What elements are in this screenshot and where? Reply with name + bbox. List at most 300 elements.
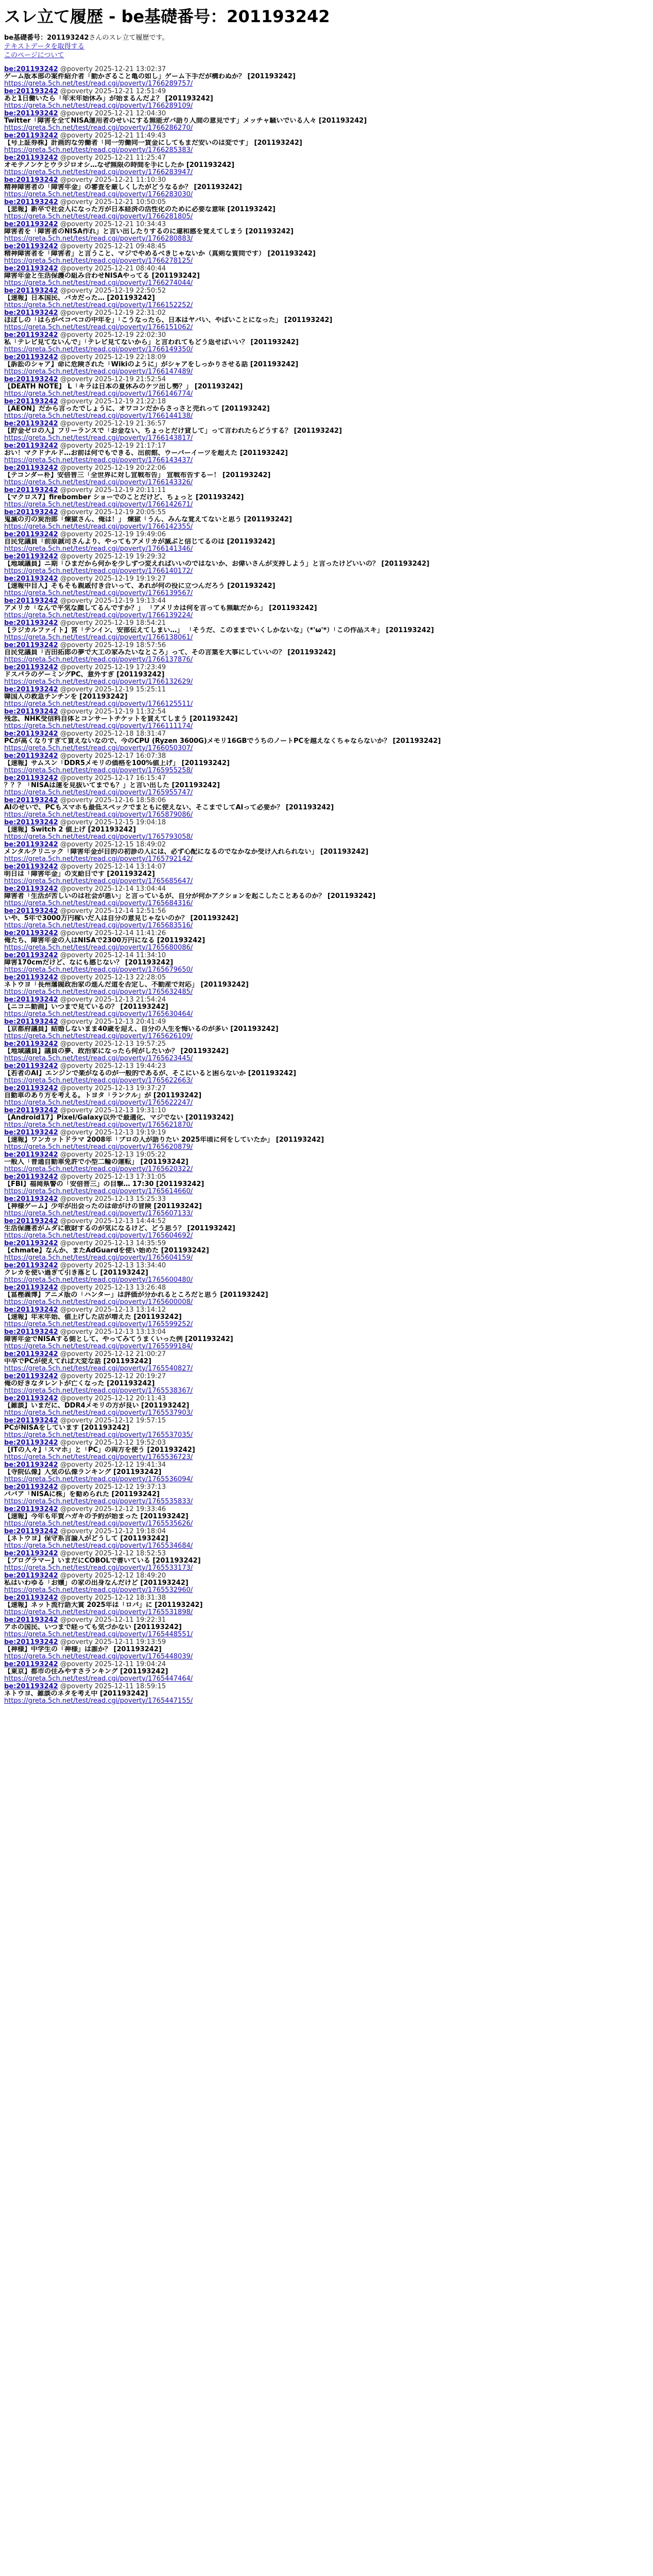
thread-url-link[interactable]: https://greta.5ch.net/test/read.cgi/poverty/1766141346/ [4, 545, 193, 553]
thread-url-link[interactable]: https://greta.5ch.net/test/read.cgi/poverty/1765537035/ [4, 1431, 193, 1439]
entry-meta: @poverty 2025-12-15 18:49:02 [60, 841, 166, 849]
thread-url-link[interactable]: https://greta.5ch.net/test/read.cgi/poverty/1765623445/ [4, 1054, 193, 1062]
entry-header [4, 1617, 649, 1624]
be-link[interactable]: be:201193242 [4, 1483, 58, 1491]
entry-header [4, 1639, 649, 1646]
thread-title: 【悲報】新卒で社会人になった方が日本経済の活性化のために必要な意味 [201193242] [4, 206, 276, 213]
thread-title: PCがNISAをしています [201193242] [4, 1424, 130, 1432]
thread-url-link[interactable]: https://greta.5ch.net/test/read.cgi/poverty/1765600480/ [4, 1276, 193, 1284]
thread-title: 【速報】Switch 2 値上げ [201193242] [4, 826, 136, 834]
entry-meta: @poverty 2025-12-13 19:19:19 [60, 1129, 166, 1137]
be-link[interactable]: be:201193242 [4, 1638, 58, 1646]
thread-entry [4, 1129, 649, 1151]
be-link[interactable]: be:201193242 [4, 952, 58, 959]
entry-header [4, 243, 649, 250]
thread-url-link[interactable]: https://greta.5ch.net/test/read.cgi/poverty/1766139224/ [4, 611, 193, 619]
thread-url-link[interactable]: https://greta.5ch.net/test/read.cgi/poverty/1765685647/ [4, 877, 193, 885]
thread-url-link[interactable]: https://greta.5ch.net/test/read.cgi/poverty/1766278125/ [4, 257, 193, 265]
be-link[interactable]: be:201193242 [4, 597, 58, 605]
be-link[interactable]: be:201193242 [4, 553, 58, 561]
thread-entry [4, 1041, 649, 1063]
thread-title: 【地域議員】議員の夢、政治家になったら何がしたいか？ [201193242] [4, 1047, 229, 1055]
entry-header [4, 1683, 649, 1690]
entry-header [4, 1373, 649, 1380]
thread-title: 残念、NHK受信料自体とコンサートチケットを買えてしまう [201193242] [4, 715, 238, 723]
thread-url-link[interactable]: https://greta.5ch.net/test/read.cgi/poverty/1766286270/ [4, 124, 193, 132]
entry-header [4, 1240, 649, 1247]
thread-title: 障害者を「障害者のNISA作れ」と言い出したりするのに違和感を覚えてしまう [201193242] [4, 228, 294, 235]
be-link[interactable]: be:201193242 [4, 176, 58, 184]
be-link[interactable]: be:201193242 [4, 1439, 58, 1447]
be-link[interactable]: be:201193242 [4, 132, 58, 140]
thread-url-link[interactable]: https://greta.5ch.net/test/read.cgi/poverty/1765614660/ [4, 1187, 193, 1195]
entry-meta: @poverty 2025-12-19 19:49:06 [60, 531, 166, 538]
entry-meta: @poverty 2025-12-13 13:13:04 [60, 1328, 166, 1336]
be-link[interactable]: be:201193242 [4, 929, 58, 937]
entry-header [4, 1484, 649, 1491]
thread-title: 【プログラマー】いまだにCOBOLで書いている [201193242] [4, 1557, 201, 1565]
be-link[interactable]: be:201193242 [4, 1350, 58, 1358]
be-link[interactable]: be:201193242 [4, 243, 58, 250]
be-link[interactable]: be:201193242 [4, 1505, 58, 1513]
thread-url-link[interactable]: https://greta.5ch.net/test/read.cgi/poverty/1766050307/ [4, 744, 193, 752]
be-link[interactable]: be:201193242 [4, 996, 58, 1004]
entry-header [4, 88, 649, 95]
thread-url-link[interactable]: https://greta.5ch.net/test/read.cgi/poverty/1765630464/ [4, 1010, 193, 1018]
thread-entry [4, 819, 649, 841]
thread-title: ババア「NISAに株」を勧められた [201193242] [4, 1490, 160, 1498]
entry-meta: @poverty 2025-12-19 22:02:30 [60, 331, 166, 339]
be-link[interactable]: be:201193242 [4, 420, 58, 428]
thread-url-link[interactable]: https://greta.5ch.net/test/read.cgi/poverty/1765792142/ [4, 855, 193, 863]
thread-url-link[interactable]: https://greta.5ch.net/test/read.cgi/poverty/1766281805/ [4, 212, 193, 221]
thread-url-link[interactable]: https://greta.5ch.net/test/read.cgi/poverty/1766283947/ [4, 168, 193, 176]
be-link[interactable]: be:201193242 [4, 1683, 58, 1690]
thread-title: 鬼滅の刃の炭治郎「煉獄さん、俺は！」 煉獄「うん、みんな覚えてないと思う [201193242] [4, 516, 292, 523]
thread-entry [4, 1595, 649, 1617]
be-link[interactable]: be:201193242 [4, 65, 58, 73]
entry-meta: @poverty 2025-12-19 20:05:55 [60, 509, 166, 516]
thread-title: 【訴訟のシャア】命に危険された「Wikiのように」がシャアをしっかりさせる話 [201193242] [4, 361, 299, 368]
entry-header [4, 1506, 649, 1513]
thread-entry [4, 708, 649, 731]
thread-entry [4, 376, 649, 398]
be-link[interactable]: be:201193242 [4, 752, 58, 760]
be-link[interactable]: be:201193242 [4, 907, 58, 915]
thread-entry [4, 1639, 649, 1661]
thread-title: 【DEATH NOTE】 L「キラは日本の夏休みのケツ出し勢？」 [201193242] [4, 383, 243, 391]
be-link[interactable]: be:201193242 [4, 1417, 58, 1425]
entry-header [4, 1041, 649, 1048]
entry-meta: @poverty 2025-12-13 14:35:59 [60, 1240, 166, 1247]
thread-url-link[interactable]: https://greta.5ch.net/test/read.cgi/poverty/1765680086/ [4, 943, 193, 952]
entry-meta: @poverty 2025-12-21 11:10:30 [60, 176, 166, 184]
be-link[interactable]: be:201193242 [4, 819, 58, 826]
be-link[interactable]: be:201193242 [4, 796, 58, 804]
thread-title: 【東京】都市の住みやすさランキング [201193242] [4, 1668, 168, 1675]
be-link[interactable]: be:201193242 [4, 619, 58, 627]
thread-url-link[interactable]: https://greta.5ch.net/test/read.cgi/poverty/1766143437/ [4, 456, 193, 464]
thread-entry [4, 620, 649, 642]
be-link[interactable]: be:201193242 [4, 1461, 58, 1469]
intro-line [4, 33, 649, 42]
entry-meta: @poverty 2025-12-11 19:13:59 [60, 1638, 166, 1646]
thread-title: 俺の好きなタレントが亡くなった [201193242] [4, 1380, 155, 1387]
thread-url-link[interactable]: https://greta.5ch.net/test/read.cgi/poverty/1766144138/ [4, 412, 193, 420]
thread-url-link[interactable]: https://greta.5ch.net/test/read.cgi/poverty/1765537903/ [4, 1409, 193, 1417]
be-link[interactable]: be:201193242 [4, 287, 58, 295]
thread-url-link[interactable]: https://greta.5ch.net/test/read.cgi/poverty/1765604692/ [4, 1231, 193, 1240]
thread-url-link[interactable]: https://greta.5ch.net/test/read.cgi/poverty/1766140172/ [4, 567, 193, 575]
be-link[interactable]: be:201193242 [4, 774, 58, 782]
entry-meta: @poverty 2025-12-21 08:40:44 [60, 265, 166, 273]
thread-title: 【京都府議員】結婚しないまま40歳を迎え、自分の人生を悔いるのが多い [201193242] [4, 1025, 279, 1033]
thread-title: Twitter「障害を全てNISA運用者のせいにする無能ガバ語り人間の意見です」メッチャ騒いでいる人々 [201193242] [4, 117, 367, 125]
entry-header [4, 1329, 649, 1336]
thread-title: ドスパラのゲーミングPC、意外すぎ [201193242] [4, 671, 165, 679]
thread-entry [4, 531, 649, 553]
thread-title: 【マクロス7】firebomber ショーでのことだけど、ちょっと [201193242] [4, 494, 244, 501]
thread-url-link[interactable]: https://greta.5ch.net/test/read.cgi/poverty/1765535833/ [4, 1497, 193, 1505]
thread-entry [4, 952, 649, 974]
entry-header [4, 177, 649, 184]
entry-meta: @poverty 2025-12-19 18:54:21 [60, 619, 166, 627]
entry-header [4, 775, 649, 782]
entry-meta: @poverty 2025-12-13 15:25:33 [60, 1195, 166, 1203]
thread-entry [4, 1085, 649, 1107]
be-link[interactable]: be:201193242 [4, 863, 58, 871]
entry-meta: @poverty 2025-12-17 16:07:38 [60, 752, 166, 760]
be-link[interactable]: be:201193242 [4, 1328, 58, 1336]
thread-entry [4, 863, 649, 886]
thread-entry [4, 1284, 649, 1307]
entry-meta: @poverty 2025-12-21 12:04:30 [60, 110, 166, 117]
thread-url-link[interactable]: https://greta.5ch.net/test/read.cgi/poverty/1765447464/ [4, 1674, 193, 1683]
thread-url-link[interactable]: https://greta.5ch.net/test/read.cgi/poverty/1765540827/ [4, 1364, 193, 1372]
thread-url-link[interactable]: https://greta.5ch.net/test/read.cgi/poverty/1765532960/ [4, 1586, 193, 1594]
thread-title: 障害者「生活が苦しいのは社会が悪い」と言っているが、自分が何かアクションを起こしたことあるのか？ [201193242] [4, 892, 376, 900]
thread-title: 【FBI】福岡県警の「安倍晋三」の目撃… 17:30 [201193242] [4, 1180, 204, 1188]
be-link[interactable]: be:201193242 [4, 575, 58, 583]
thread-title: 【寺院仏像】人気の仏像ランキング [201193242] [4, 1468, 162, 1476]
entry-meta: @poverty 2025-12-14 11:41:26 [60, 929, 166, 937]
thread-url-link[interactable]: https://greta.5ch.net/test/read.cgi/poverty/1765879086/ [4, 810, 193, 819]
thread-url-link[interactable]: https://greta.5ch.net/test/read.cgi/poverty/1766146774/ [4, 389, 193, 398]
be-link[interactable]: be:201193242 [4, 1528, 58, 1535]
be-link[interactable]: be:201193242 [4, 1151, 58, 1159]
thread-url-link[interactable]: https://greta.5ch.net/test/read.cgi/poverty/1766142671/ [4, 500, 193, 509]
thread-title: 自民党議員「前原誠司さんより、やってもアメリカが滅ぶと信じてるのは [201193242] [4, 538, 275, 546]
thread-url-link[interactable]: https://greta.5ch.net/test/read.cgi/poverty/1765620879/ [4, 1143, 193, 1151]
text-data-link[interactable]: テキストデータを取得する [4, 42, 84, 50]
entry-header [4, 686, 649, 693]
thread-url-link[interactable]: https://greta.5ch.net/test/read.cgi/poverty/1765599252/ [4, 1320, 193, 1328]
entry-meta: @poverty 2025-12-12 19:57:15 [60, 1417, 166, 1425]
be-link[interactable]: be:201193242 [4, 1550, 58, 1557]
be-link[interactable]: be:201193242 [4, 1240, 58, 1247]
be-link[interactable]: be:201193242 [4, 841, 58, 849]
be-link[interactable]: be:201193242 [4, 1084, 58, 1092]
entry-meta: @poverty 2025-12-12 19:52:03 [60, 1439, 166, 1447]
thread-entry [4, 1683, 649, 1705]
entry-meta: @poverty 2025-12-13 19:44:23 [60, 1062, 166, 1070]
thread-entry [4, 841, 649, 863]
be-link[interactable]: be:201193242 [4, 1129, 58, 1137]
entry-meta: @poverty 2025-12-13 19:57:25 [60, 1040, 166, 1048]
thread-url-link[interactable]: https://greta.5ch.net/test/read.cgi/poverty/1765604159/ [4, 1253, 193, 1262]
thread-url-link[interactable]: https://greta.5ch.net/test/read.cgi/poverty/1766151062/ [4, 323, 193, 331]
thread-url-link[interactable]: https://greta.5ch.net/test/read.cgi/poverty/1765793058/ [4, 833, 193, 841]
thread-entry [4, 1528, 649, 1550]
entry-header [4, 819, 649, 826]
intro-be-number: be基礎番号：201193242 [4, 33, 89, 42]
entry-header [4, 1661, 649, 1668]
thread-url-link[interactable]: https://greta.5ch.net/test/read.cgi/poverty/1765955747/ [4, 788, 193, 796]
entry-meta: @poverty 2025-12-14 11:34:10 [60, 952, 166, 959]
be-link[interactable]: be:201193242 [4, 974, 58, 981]
be-link[interactable]: be:201193242 [4, 1395, 58, 1402]
thread-url-link[interactable]: https://greta.5ch.net/test/read.cgi/poverty/1766289757/ [4, 79, 193, 88]
thread-entry [4, 398, 649, 420]
be-link[interactable]: be:201193242 [4, 88, 58, 95]
thread-entry [4, 243, 649, 265]
be-link[interactable]: be:201193242 [4, 353, 58, 361]
thread-url-link[interactable]: https://greta.5ch.net/test/read.cgi/poverty/1765534684/ [4, 1541, 193, 1550]
thread-title: 一般人「普通自動車免許で小型二輪の運転」 [201193242] [4, 1158, 188, 1166]
thread-entry [4, 287, 649, 310]
entry-meta: @poverty 2025-12-18 18:31:47 [60, 730, 166, 738]
thread-title: 中卒でPCが使えてれば大変な話 [201193242] [4, 1358, 151, 1365]
thread-entry [4, 575, 649, 598]
be-link[interactable]: be:201193242 [4, 1616, 58, 1624]
be-link[interactable]: be:201193242 [4, 442, 58, 450]
be-link[interactable]: be:201193242 [4, 1372, 58, 1380]
thread-url-link[interactable]: https://greta.5ch.net/test/read.cgi/poverty/1765535626/ [4, 1519, 193, 1528]
entry-header [4, 1129, 649, 1137]
thread-entry [4, 996, 649, 1019]
be-link[interactable]: be:201193242 [4, 198, 58, 206]
thread-url-link[interactable]: https://greta.5ch.net/test/read.cgi/poverty/1765684316/ [4, 899, 193, 907]
be-link[interactable]: be:201193242 [4, 1062, 58, 1070]
thread-url-link[interactable]: https://greta.5ch.net/test/read.cgi/poverty/1765626109/ [4, 1032, 193, 1040]
thread-title: 【ネトウヨ】保守系言論人がどうして [201193242] [4, 1535, 168, 1543]
be-link[interactable]: be:201193242 [4, 730, 58, 738]
thread-title: 俺たち、障害年金の人はNISAで2300万円になる [201193242] [4, 937, 205, 944]
thread-url-link[interactable]: https://greta.5ch.net/test/read.cgi/poverty/1765600008/ [4, 1298, 193, 1306]
thread-title: 【貯金ゼロの人】フリーランスで「お金ない、ちょっとだけ貸して」って言われたらどうする？ [201193242] [4, 427, 342, 435]
entry-meta: @poverty 2025-12-14 12:51:56 [60, 907, 166, 915]
entry-header [4, 132, 649, 140]
thread-url-link[interactable]: https://greta.5ch.net/test/read.cgi/poverty/1765599184/ [4, 1342, 193, 1350]
be-link[interactable]: be:201193242 [4, 1306, 58, 1314]
be-link[interactable]: be:201193242 [4, 154, 58, 162]
entry-header [4, 598, 649, 605]
thread-url-link[interactable]: https://greta.5ch.net/test/read.cgi/poverty/1766138061/ [4, 633, 193, 641]
be-link[interactable]: be:201193242 [4, 1173, 58, 1181]
thread-url-link[interactable]: https://greta.5ch.net/test/read.cgi/poverty/1766143817/ [4, 434, 193, 442]
be-link[interactable]: be:201193242 [4, 221, 58, 228]
be-link[interactable]: be:201193242 [4, 641, 58, 649]
intro-text: さんのスレ立て履歴です。 [89, 33, 169, 42]
entry-header [4, 332, 649, 339]
thread-url-link[interactable]: https://greta.5ch.net/test/read.cgi/poverty/1766274044/ [4, 279, 193, 287]
thread-url-link[interactable]: https://greta.5ch.net/test/read.cgi/poverty/1765538367/ [4, 1386, 193, 1395]
thread-url-link[interactable]: https://greta.5ch.net/test/read.cgi/poverty/1766142355/ [4, 522, 193, 531]
thread-url-link[interactable]: https://greta.5ch.net/test/read.cgi/poverty/1766125511/ [4, 700, 193, 708]
entry-meta: @poverty 2025-12-12 18:49:20 [60, 1572, 166, 1580]
entry-meta: @poverty 2025-12-21 13:02:37 [60, 65, 166, 73]
thread-url-link[interactable]: https://greta.5ch.net/test/read.cgi/poverty/1765683516/ [4, 921, 193, 929]
thread-title: 自民党議員「吉田拓郎の夢で大工の家みたいなところ」って、その言葉を大事にしていいの？ [201193242] [4, 649, 336, 656]
be-link[interactable]: be:201193242 [4, 331, 58, 339]
entry-meta: @poverty 2025-12-13 13:34:40 [60, 1262, 166, 1269]
be-link[interactable]: be:201193242 [4, 686, 58, 693]
thread-url-link[interactable]: https://greta.5ch.net/test/read.cgi/poverty/1766111174/ [4, 722, 193, 730]
intro [4, 33, 649, 60]
thread-title: 障害年金でNISAする側として、やってみてうまくいった例 [201193242] [4, 1335, 233, 1343]
thread-url-link[interactable]: https://greta.5ch.net/test/read.cgi/poverty/1766280883/ [4, 234, 193, 243]
entry-header [4, 1196, 649, 1203]
about-page-link[interactable]: このページについて [4, 51, 64, 59]
entry-meta: @poverty 2025-12-21 11:49:43 [60, 132, 166, 140]
thread-title: 【速報】日本国民、バカだった… [201193242] [4, 294, 155, 302]
thread-entry [4, 553, 649, 575]
thread-entry [4, 1617, 649, 1639]
thread-url-link[interactable]: https://greta.5ch.net/test/read.cgi/poverty/1766139567/ [4, 589, 193, 597]
be-link[interactable]: be:201193242 [4, 486, 58, 494]
thread-entry [4, 1019, 649, 1041]
entry-header [4, 487, 649, 494]
thread-url-link[interactable]: https://greta.5ch.net/test/read.cgi/poverty/1765679650/ [4, 965, 193, 974]
entry-header [4, 753, 649, 760]
thread-url-link[interactable]: https://greta.5ch.net/test/read.cgi/poverty/1766152252/ [4, 301, 193, 309]
thread-url-link[interactable]: https://greta.5ch.net/test/read.cgi/poverty/1766149350/ [4, 345, 193, 353]
thread-title: 【Android17】Pixel/Galaxy以外で最適化、マジでない [201193242] [4, 1114, 234, 1122]
thread-url-link[interactable]: https://greta.5ch.net/test/read.cgi/poverty/1765533173/ [4, 1564, 193, 1572]
thread-entry [4, 1151, 649, 1174]
thread-entry [4, 1174, 649, 1196]
be-link[interactable]: be:201193242 [4, 1660, 58, 1668]
entry-header [4, 1307, 649, 1314]
entry-header [4, 1550, 649, 1557]
thread-url-link[interactable]: https://greta.5ch.net/test/read.cgi/poverty/1765632485/ [4, 988, 193, 996]
be-link[interactable]: be:201193242 [4, 885, 58, 893]
entry-header [4, 66, 649, 73]
entry-meta: @poverty 2025-12-11 19:04:24 [60, 1660, 166, 1668]
be-link[interactable]: be:201193242 [4, 1262, 58, 1269]
be-link[interactable]: be:201193242 [4, 1107, 58, 1114]
thread-url-link[interactable]: https://greta.5ch.net/test/read.cgi/poverty/1765955258/ [4, 766, 193, 774]
thread-url-link[interactable]: https://greta.5ch.net/test/read.cgi/poverty/1766132629/ [4, 677, 193, 686]
thread-entry [4, 1240, 649, 1262]
entry-header [4, 553, 649, 561]
entry-meta: @poverty 2025-12-17 16:15:47 [60, 774, 166, 782]
thread-entry [4, 1307, 649, 1329]
entry-meta: @poverty 2025-12-19 15:25:11 [60, 686, 166, 693]
entry-header [4, 1351, 649, 1358]
be-link[interactable]: be:201193242 [4, 110, 58, 117]
entry-meta: @poverty 2025-12-19 21:52:54 [60, 376, 166, 383]
be-link[interactable]: be:201193242 [4, 1217, 58, 1225]
thread-url-link[interactable]: https://greta.5ch.net/test/read.cgi/poverty/1765620322/ [4, 1165, 193, 1173]
thread-entry [4, 1218, 649, 1240]
be-link[interactable]: be:201193242 [4, 1572, 58, 1580]
be-link[interactable]: be:201193242 [4, 265, 58, 273]
thread-url-link[interactable]: https://greta.5ch.net/test/read.cgi/poverty/1766283030/ [4, 190, 193, 198]
thread-url-link[interactable]: https://greta.5ch.net/test/read.cgi/poverty/1765622247/ [4, 1098, 193, 1107]
entry-meta: @poverty 2025-12-19 22:18:09 [60, 353, 166, 361]
be-link[interactable]: be:201193242 [4, 708, 58, 716]
be-link[interactable]: be:201193242 [4, 1195, 58, 1203]
entry-meta: @poverty 2025-12-12 19:33:46 [60, 1505, 166, 1513]
thread-url-link[interactable]: https://greta.5ch.net/test/read.cgi/poverty/1765531898/ [4, 1608, 193, 1616]
entry-header [4, 1174, 649, 1181]
thread-title: オモテノンケとウラジロオシ…なぜ無限の時間を手にしたか [201193242] [4, 161, 235, 169]
thread-title: 障害170cmだけど、なにも感じない？ [201193242] [4, 959, 174, 967]
thread-url-link[interactable]: https://greta.5ch.net/test/read.cgi/poverty/1766285383/ [4, 146, 193, 154]
thread-entry [4, 88, 649, 110]
thread-url-link[interactable]: https://greta.5ch.net/test/read.cgi/poverty/1766137876/ [4, 655, 193, 664]
thread-title: アホの国民、いつまで経っても気づかない [201193242] [4, 1623, 182, 1631]
entry-meta: @poverty 2025-12-19 18:57:56 [60, 641, 166, 649]
thread-title: 【神様ゲーム】少年が出会ったのは命がけの冒険 [201193242] [4, 1202, 202, 1210]
entry-header [4, 199, 649, 206]
entry-meta: @poverty 2025-12-13 20:41:49 [60, 1018, 166, 1026]
thread-url-link[interactable]: https://greta.5ch.net/test/read.cgi/poverty/1766143326/ [4, 478, 193, 486]
entry-header [4, 797, 649, 804]
be-link[interactable]: be:201193242 [4, 1040, 58, 1048]
thread-url-link[interactable]: https://greta.5ch.net/test/read.cgi/poverty/1765622663/ [4, 1076, 193, 1084]
be-link[interactable]: be:201193242 [4, 376, 58, 383]
entry-header [4, 443, 649, 450]
be-link[interactable]: be:201193242 [4, 509, 58, 516]
be-link[interactable]: be:201193242 [4, 464, 58, 472]
thread-url-link[interactable]: https://greta.5ch.net/test/read.cgi/poverty/1765536094/ [4, 1475, 193, 1483]
thread-url-link[interactable]: https://greta.5ch.net/test/read.cgi/poverty/1765448039/ [4, 1652, 193, 1660]
thread-url-link[interactable]: https://greta.5ch.net/test/read.cgi/poverty/1765607133/ [4, 1209, 193, 1217]
entry-meta: @poverty 2025-12-12 20:19:27 [60, 1372, 166, 1380]
be-link[interactable]: be:201193242 [4, 1284, 58, 1292]
thread-title: 【神様】中学生の「神様」は誰か？ [201193242] [4, 1646, 162, 1653]
thread-url-link[interactable]: https://greta.5ch.net/test/read.cgi/poverty/1765621870/ [4, 1121, 193, 1129]
entry-header [4, 376, 649, 383]
thread-url-link[interactable]: https://greta.5ch.net/test/read.cgi/poverty/1765447155/ [4, 1697, 193, 1705]
entry-meta: @poverty 2025-12-19 22:50:52 [60, 287, 166, 295]
thread-url-link[interactable]: https://greta.5ch.net/test/read.cgi/poverty/1765536723/ [4, 1453, 193, 1461]
be-link[interactable]: be:201193242 [4, 398, 58, 405]
thread-url-link[interactable]: https://greta.5ch.net/test/read.cgi/poverty/1765448551/ [4, 1630, 193, 1638]
be-link[interactable]: be:201193242 [4, 531, 58, 538]
entry-meta: @poverty 2025-12-12 20:11:43 [60, 1395, 166, 1402]
thread-entry [4, 1107, 649, 1129]
thread-url-link[interactable]: https://greta.5ch.net/test/read.cgi/poverty/1766147489/ [4, 367, 193, 376]
be-link[interactable]: be:201193242 [4, 664, 58, 671]
entry-meta: @poverty 2025-12-11 19:22:31 [60, 1616, 166, 1624]
be-link[interactable]: be:201193242 [4, 1594, 58, 1602]
entry-meta: @poverty 2025-12-13 19:37:27 [60, 1084, 166, 1092]
entry-header [4, 642, 649, 649]
be-link[interactable]: be:201193242 [4, 309, 58, 317]
thread-entry [4, 66, 649, 88]
thread-url-link[interactable]: https://greta.5ch.net/test/read.cgi/poverty/1766289109/ [4, 101, 193, 110]
entry-meta: @poverty 2025-12-11 18:59:15 [60, 1683, 166, 1690]
entry-meta: @poverty 2025-12-21 11:25:47 [60, 154, 166, 162]
thread-title: 【速報】サムスン「DDR5メモリの価格を100%値上げ」 [201193242] [4, 759, 230, 767]
be-link[interactable]: be:201193242 [4, 1018, 58, 1026]
entry-meta: @poverty 2025-12-13 19:05:22 [60, 1151, 166, 1159]
thread-entry [4, 1506, 649, 1528]
entry-meta: @poverty 2025-12-19 20:11:11 [60, 486, 166, 494]
